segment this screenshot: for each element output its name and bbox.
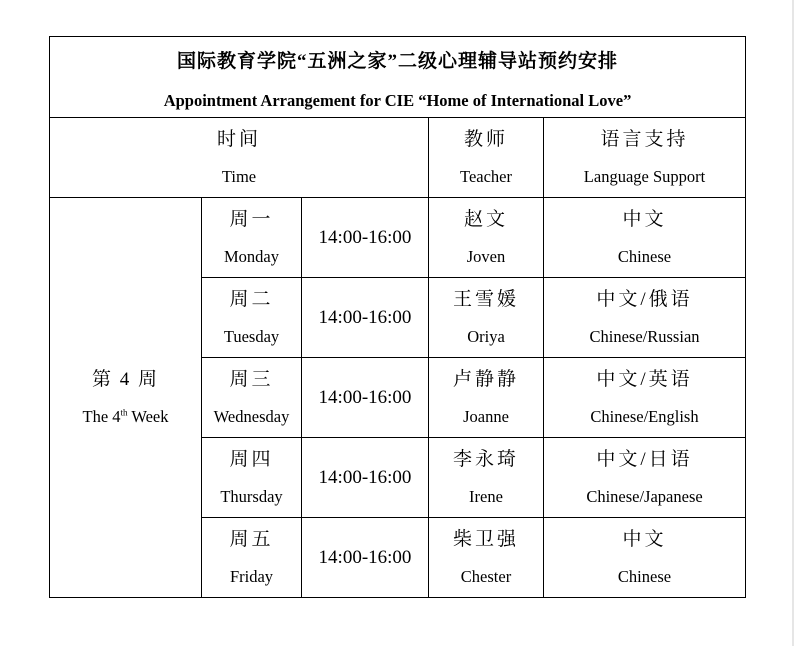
header-row xyxy=(50,118,746,198)
week-cn: 第 4 周 xyxy=(91,368,159,390)
teacher-cell xyxy=(429,518,544,598)
day-cell xyxy=(202,518,302,598)
day-cn: 周四 xyxy=(229,448,274,470)
time-cell: 14:00-16:00 xyxy=(302,358,429,438)
header-language-en: Language Support xyxy=(583,166,706,186)
day-en: Monday xyxy=(224,246,279,266)
header-teacher-en: Teacher xyxy=(460,166,512,186)
language-cn: 中文 xyxy=(622,208,667,230)
teacher-cn: 王雪媛 xyxy=(452,288,519,310)
header-teacher-cn: 教师 xyxy=(463,128,508,150)
teacher-cn: 李永琦 xyxy=(452,448,519,470)
language-en: Chinese/English xyxy=(590,406,699,426)
week-en xyxy=(50,407,201,427)
teacher-cn: 柴卫强 xyxy=(452,528,519,550)
time-cell: 14:00-16:00 xyxy=(302,438,429,518)
teacher-cn: 赵文 xyxy=(463,208,508,230)
day-en: Friday xyxy=(229,566,274,586)
week-en-suffix: Week xyxy=(127,406,169,426)
header-language-cn: 语言支持 xyxy=(600,128,689,150)
day-en: Tuesday xyxy=(223,326,280,346)
time-cell: 14:00-16:00 xyxy=(302,278,429,358)
language-en: Chinese xyxy=(617,566,672,586)
language-cell xyxy=(544,358,746,438)
language-cn: 中文/俄语 xyxy=(596,288,693,310)
day-cell xyxy=(202,278,302,358)
day-cn: 周五 xyxy=(229,528,274,550)
language-en: Chinese/Japanese xyxy=(586,486,703,506)
language-cell xyxy=(544,438,746,518)
teacher-cn: 卢静静 xyxy=(452,368,519,390)
language-cell xyxy=(544,518,746,598)
day-cell xyxy=(202,438,302,518)
language-cn: 中文 xyxy=(622,528,667,550)
language-en: Chinese xyxy=(617,246,672,266)
week-en-sup: th xyxy=(120,407,128,417)
teacher-en: Irene xyxy=(469,486,503,506)
teacher-en: Joven xyxy=(466,246,506,266)
header-language xyxy=(544,118,746,198)
teacher-en: Chester xyxy=(460,566,512,586)
week-cell xyxy=(50,198,202,598)
language-cn: 中文/英语 xyxy=(596,368,693,390)
teacher-en: Oriya xyxy=(467,326,505,346)
time-cell: 14:00-16:00 xyxy=(302,518,429,598)
teacher-cell xyxy=(429,358,544,438)
day-cell xyxy=(202,198,302,278)
language-cell xyxy=(544,198,746,278)
day-cn: 周三 xyxy=(229,368,274,390)
title-row xyxy=(50,37,746,118)
day-cn: 周二 xyxy=(229,288,274,310)
header-time xyxy=(50,118,429,198)
day-cell xyxy=(202,358,302,438)
title-english: Appointment Arrangement for CIE “Home of International Love” xyxy=(163,90,632,110)
title-chinese: 国际教育学院“五洲之家”二级心理辅导站预约安排 xyxy=(177,50,619,72)
teacher-en: Joanne xyxy=(463,406,509,426)
day-cn: 周一 xyxy=(229,208,274,230)
appointment-table xyxy=(49,36,746,598)
language-cn: 中文/日语 xyxy=(596,448,693,470)
teacher-cell xyxy=(429,438,544,518)
day-en: Wednesday xyxy=(213,406,290,426)
teacher-cell xyxy=(429,278,544,358)
table-row xyxy=(50,198,746,278)
header-time-en: Time xyxy=(221,166,257,186)
week-en-prefix: The 4 xyxy=(82,406,121,426)
language-en: Chinese/Russian xyxy=(589,326,700,346)
time-cell: 14:00-16:00 xyxy=(302,198,429,278)
teacher-cell xyxy=(429,198,544,278)
header-time-cn: 时间 xyxy=(216,128,261,150)
day-en: Thursday xyxy=(220,486,283,506)
header-teacher xyxy=(429,118,544,198)
language-cell xyxy=(544,278,746,358)
title-cell xyxy=(50,37,746,118)
